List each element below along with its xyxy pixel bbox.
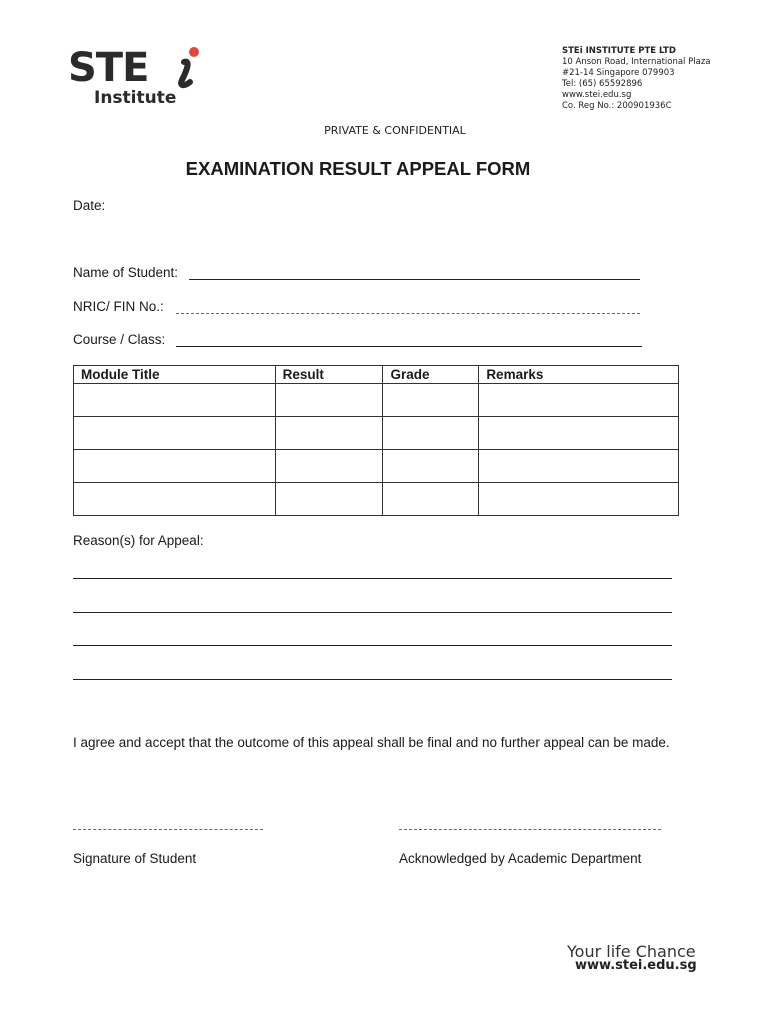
course-field[interactable]	[176, 346, 642, 347]
table-row	[74, 384, 679, 417]
table-cell[interactable]	[383, 384, 479, 417]
reason-line-1[interactable]	[73, 578, 672, 579]
company-reg-no: Co. Reg No.: 200901936C	[562, 101, 672, 111]
header-module-title: Module Title	[74, 366, 276, 384]
logo-institute-text: Institute	[94, 88, 177, 108]
confidential-label: PRIVATE & CONFIDENTIAL	[324, 124, 466, 137]
stei-logo	[68, 44, 208, 114]
table-cell[interactable]	[74, 450, 276, 483]
reasons-label: Reason(s) for Appeal:	[73, 533, 204, 548]
reason-line-3[interactable]	[73, 645, 672, 646]
table-header-row	[74, 366, 679, 384]
agreement-text: I agree and accept that the outcome of this appeal shall be final and no further appeal can be made.	[73, 735, 670, 750]
student-name-field[interactable]	[189, 279, 640, 280]
department-signature-line[interactable]	[399, 829, 661, 830]
company-website: www.stei.edu.sg	[562, 90, 632, 100]
module-table	[73, 365, 679, 516]
table-row	[74, 483, 679, 516]
table-cell[interactable]	[275, 483, 383, 516]
student-signature-label: Signature of Student	[73, 851, 197, 866]
table-cell[interactable]	[74, 384, 276, 417]
company-name: STEi INSTITUTE PTE LTD	[562, 46, 676, 56]
student-name-label: Name of Student:	[73, 265, 179, 280]
table-cell[interactable]	[74, 417, 276, 450]
table-cell[interactable]	[383, 450, 479, 483]
company-address-line2: #21-14 Singapore 079903	[562, 68, 675, 78]
reason-line-2[interactable]	[73, 612, 672, 613]
department-signature-label: Acknowledged by Academic Department	[399, 851, 642, 866]
header-result: Result	[275, 366, 383, 384]
form-title: EXAMINATION RESULT APPEAL FORM	[185, 158, 531, 179]
table-cell[interactable]	[479, 417, 679, 450]
table-cell[interactable]	[479, 450, 679, 483]
nric-field[interactable]	[176, 313, 640, 314]
table-row	[74, 450, 679, 483]
table-cell[interactable]	[383, 483, 479, 516]
reason-line-4[interactable]	[73, 679, 672, 680]
table-cell[interactable]	[383, 417, 479, 450]
student-signature-line[interactable]	[73, 829, 263, 830]
header-grade: Grade	[383, 366, 479, 384]
table-cell[interactable]	[74, 483, 276, 516]
table-cell[interactable]	[275, 450, 383, 483]
footer-tagline: Your life Chance	[567, 942, 696, 961]
header-remarks: Remarks	[479, 366, 679, 384]
logo-ste-text: STE	[68, 45, 149, 91]
table-cell[interactable]	[275, 417, 383, 450]
company-address-line1: 10 Anson Road, International Plaza	[562, 57, 711, 67]
date-label: Date:	[73, 198, 106, 213]
table-cell[interactable]	[479, 483, 679, 516]
course-label: Course / Class:	[73, 332, 166, 347]
table-cell[interactable]	[275, 384, 383, 417]
company-info	[562, 46, 711, 112]
logo-i-mark-icon	[168, 46, 202, 90]
footer-website: www.stei.edu.sg	[575, 958, 697, 973]
nric-label: NRIC/ FIN No.:	[73, 299, 164, 314]
company-tel: Tel: (65) 65592896	[562, 79, 643, 89]
table-row	[74, 417, 679, 450]
table-cell[interactable]	[479, 384, 679, 417]
